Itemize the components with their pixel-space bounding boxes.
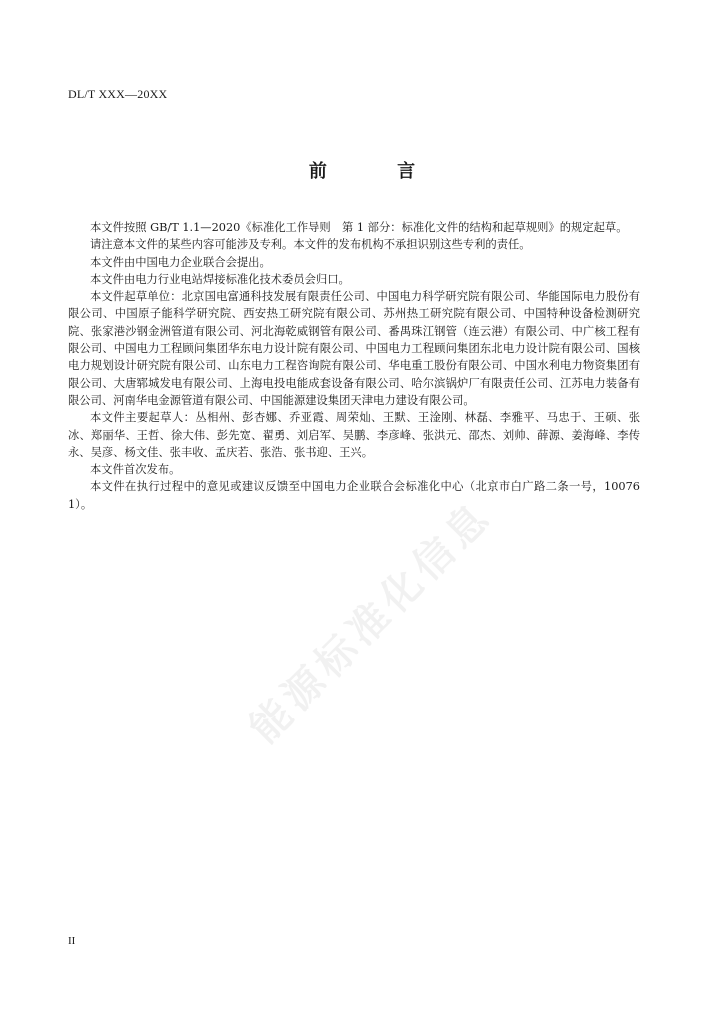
foreword-body [68,219,640,513]
document-code: DL/T XXX—20XX [68,87,168,101]
paragraph-drafting-units: 本文件起草单位：北京国电富通科技发展有限责任公司、中国电力科学研究院有限公司、华能国际电力股份有限公司、中国原子能科学研究院、西安热工研究院有限公司、苏州热工研究院有限公司、中国特种设备检测研究院、张家港沙钢金洲管道有限公司、河北海乾威钢管有限公司、番禺珠江钢管（连云港）有限公司、中广核工程有限公司、中国电力工程顾问集团华东电力设计院有限公司、中国电力工程顾问集团东北电力设计院有限公司、国核电力规划设计研究院有限公司、山东电力工程咨询院有限公司、华电重工股份有限公司、中国水利电力物资集团有限公司、大唐郓城发电有限公司、上海电投电能成套设备有限公司、哈尔滨锅炉厂有限责任公司、江苏电力装备有限公司、河南华电金源管道有限公司、中国能源建设集团天津电力建设有限公司。 [68,290,640,407]
paragraph-main-drafters: 本文件主要起草人：丛相州、彭杏娜、乔亚霞、周荣灿、王默、王淦刚、林磊、李雅平、马忠于、王硕、张冰、郑丽华、王哲、徐大伟、彭先宽、翟勇、刘启军、吴鹏、李彦峰、张洪元、邵杰、刘帅、薛源、姜海峰、李传永、吴彦、杨文佳、张丰收、孟庆若、张浩、张书迎、王兴。 [68,411,640,459]
paragraph-proposer: 本文件由中国电力企业联合会提出。 [90,255,271,269]
page-title: 前 言 [308,161,448,182]
paragraph-patent-notice: 请注意本文件的某些内容可能涉及专利。本文件的发布机构不承担识别这些专利的责任。 [90,238,531,252]
paragraph-feedback: 本文件在执行过程中的意见或建议反馈至中国电力企业联合会标准化中心（北京市白广路二条一号，100761）。 [68,480,640,511]
watermark: 能源标准化信息 [241,492,502,753]
page-number: II [68,935,76,947]
paragraph-technical-committee: 本文件由电力行业电站焊接标准化技术委员会归口。 [90,272,350,286]
paragraph-first-release: 本文件首次发布。 [90,463,181,477]
paragraph-drafting-rules: 本文件按照 GB/T 1.1—2020《标准化工作导则 第 1 部分：标准化文件的结构和起草规则》的规定起草。 [90,221,628,234]
